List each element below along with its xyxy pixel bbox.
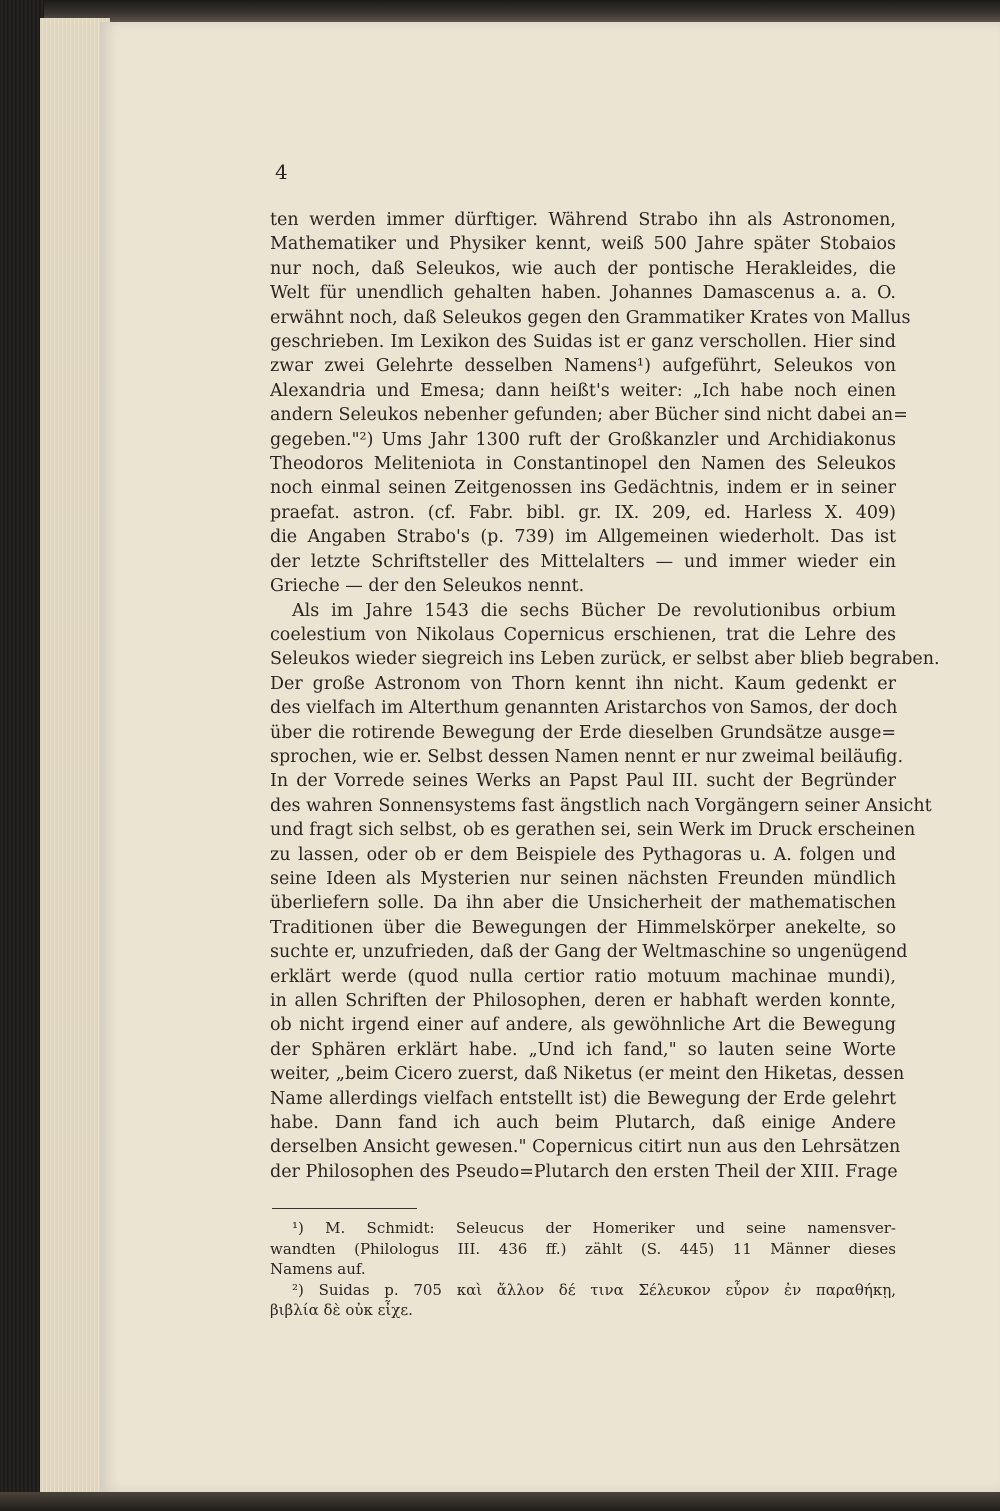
text-line: sprochen, wie er. Selbst dessen Namen nennt er nur zweimal beiläufig. bbox=[270, 746, 904, 767]
main-text bbox=[270, 208, 940, 1184]
text-line: Traditionen über die Bewegungen der Himmelskörper anekelte, so bbox=[270, 917, 896, 938]
text-line: Name allerdings vielfach entstellt ist) die Bewegung der Erde gelehrt bbox=[270, 1088, 896, 1109]
text-line: der Sphären erklärt habe. „Und ich fand," so lauten seine Worte bbox=[270, 1039, 896, 1060]
footnote-line: ²) Suidas p. 705 καὶ ἄλλον δέ τινα Σέλευκον εὗρον ἐν παραθήκῃ, bbox=[292, 1280, 896, 1299]
text-line: Seleukos wieder siegreich ins Leben zurück, er selbst aber blieb begraben. bbox=[270, 649, 940, 670]
text-line: Theodoros Meliteniota in Constantinopel den Namen des Seleukos bbox=[270, 454, 896, 475]
footnote-rule bbox=[272, 1208, 417, 1209]
text-line: Mathematiker und Physiker kennt, weiß 500 Jahre später Stobaios bbox=[270, 234, 896, 255]
text-line: Alexandria und Emesa; dann heißt's weiter: „Ich habe noch einen bbox=[270, 380, 896, 401]
text-line: der letzte Schriftsteller des Mittelalters — und immer wieder ein bbox=[270, 551, 896, 572]
text-line: zwar zwei Gelehrte desselben Namens¹) aufgeführt, Seleukos von bbox=[270, 356, 896, 377]
footnote-line: βιβλία δὲ οὐκ εἶχε. bbox=[270, 1301, 413, 1319]
text-line: ob nicht irgend einer auf andere, als gewöhnliche Art die Bewegung bbox=[270, 1015, 896, 1036]
text-line: in allen Schriften der Philosophen, deren er habhaft werden konnte, bbox=[270, 991, 896, 1011]
text-line: erklärt werde (quod nulla certior ratio motuum machinae mundi), bbox=[270, 966, 896, 987]
text-line: Welt für unendlich gehalten haben. Johannes Damascenus a. a. O. bbox=[270, 283, 896, 304]
text-line: über die rotirende Bewegung der Erde dieselben Grundsätze ausge= bbox=[270, 722, 896, 743]
text-line: Der große Astronom von Thorn kennt ihn nicht. Kaum gedenkt er bbox=[270, 673, 896, 694]
text-line: suchte er, unzufrieden, daß der Gang der Weltmaschine so ungenügend bbox=[270, 942, 908, 963]
text-line: Grieche — der den Seleukos nennt. bbox=[270, 576, 585, 597]
text-line: In der Vorrede seines Werks an Papst Paul III. sucht der Begründer bbox=[270, 771, 896, 792]
text-line: gegeben."²) Ums Jahr 1300 ruft der Großkanzler und Archidiakonus bbox=[270, 429, 896, 450]
text-line: andern Seleukos nebenher gefunden; aber Bücher sind nicht dabei an= bbox=[270, 405, 908, 426]
scan-bottom-border bbox=[0, 1492, 1000, 1511]
text-line: des wahren Sonnensystems fast ängstlich nach Vorgängern seiner Ansicht bbox=[270, 795, 932, 816]
page-number: 4 bbox=[275, 160, 288, 184]
text-line: die Angaben Strabo's (p. 739) im Allgemeinen wiederholt. Das ist bbox=[270, 527, 896, 548]
footnote-line: ¹) M. Schmidt: Seleucus der Homeriker und seine namensver- bbox=[292, 1219, 896, 1237]
text-line: der Philosophen des Pseudo=Plutarch den ersten Theil der XIII. Frage bbox=[270, 1161, 898, 1182]
text-line: coelestium von Nikolaus Copernicus erschienen, trat die Lehre des bbox=[270, 624, 896, 645]
scan-top-border bbox=[0, 0, 1000, 22]
text-line: seine Ideen als Mysterien nur seinen nächsten Freunden mündlich bbox=[270, 868, 896, 889]
footnotes bbox=[270, 1218, 896, 1321]
text-line: praefat. astron. (cf. Fabr. bibl. gr. IX. 209, ed. Harless X. 409) bbox=[270, 502, 896, 523]
book-cover-edge bbox=[0, 0, 44, 1511]
text-line: noch einmal seinen Zeitgenossen ins Gedächtnis, indem er in seiner bbox=[270, 478, 896, 499]
footnote-line: wandten (Philologus III. 436 ff.) zählt (S. 445) 11 Männer dieses bbox=[270, 1239, 896, 1258]
text-line: derselben Ansicht gewesen." Copernicus citirt nun aus den Lehrsätzen bbox=[270, 1137, 901, 1158]
text-line: habe. Dann fand ich auch beim Plutarch, daß einige Andere bbox=[270, 1113, 896, 1134]
text-line: weiter, „beim Cicero zuerst, daß Niketus (er meint den Hiketas, dessen bbox=[270, 1064, 905, 1085]
text-line: erwähnt noch, daß Seleukos gegen den Grammatiker Krates von Mallus bbox=[270, 307, 911, 328]
text-line: geschrieben. Im Lexikon des Suidas ist er ganz verschollen. Hier sind bbox=[270, 332, 896, 353]
text-line: des vielfach im Alterthum genannten Aristarchos von Samos, der doch bbox=[270, 698, 898, 719]
text-line: überliefern solle. Da ihn aber die Unsicherheit der mathematischen bbox=[270, 893, 896, 914]
footnote-line: Namens auf. bbox=[270, 1260, 366, 1278]
text-line: zu lassen, oder ob er dem Beispiele des Pythagoras u. A. folgen und bbox=[270, 844, 896, 865]
text-line: Als im Jahre 1543 die sechs Bücher De revolutionibus orbium bbox=[292, 600, 896, 621]
text-line: ten werden immer dürftiger. Während Strabo ihn als Astronomen, bbox=[270, 210, 896, 230]
text-line: und fragt sich selbst, ob es gerathen sei, sein Werk im Druck erscheinen bbox=[270, 820, 916, 841]
text-line: nur noch, daß Seleukos, wie auch der pontische Herakleides, die bbox=[270, 258, 896, 279]
